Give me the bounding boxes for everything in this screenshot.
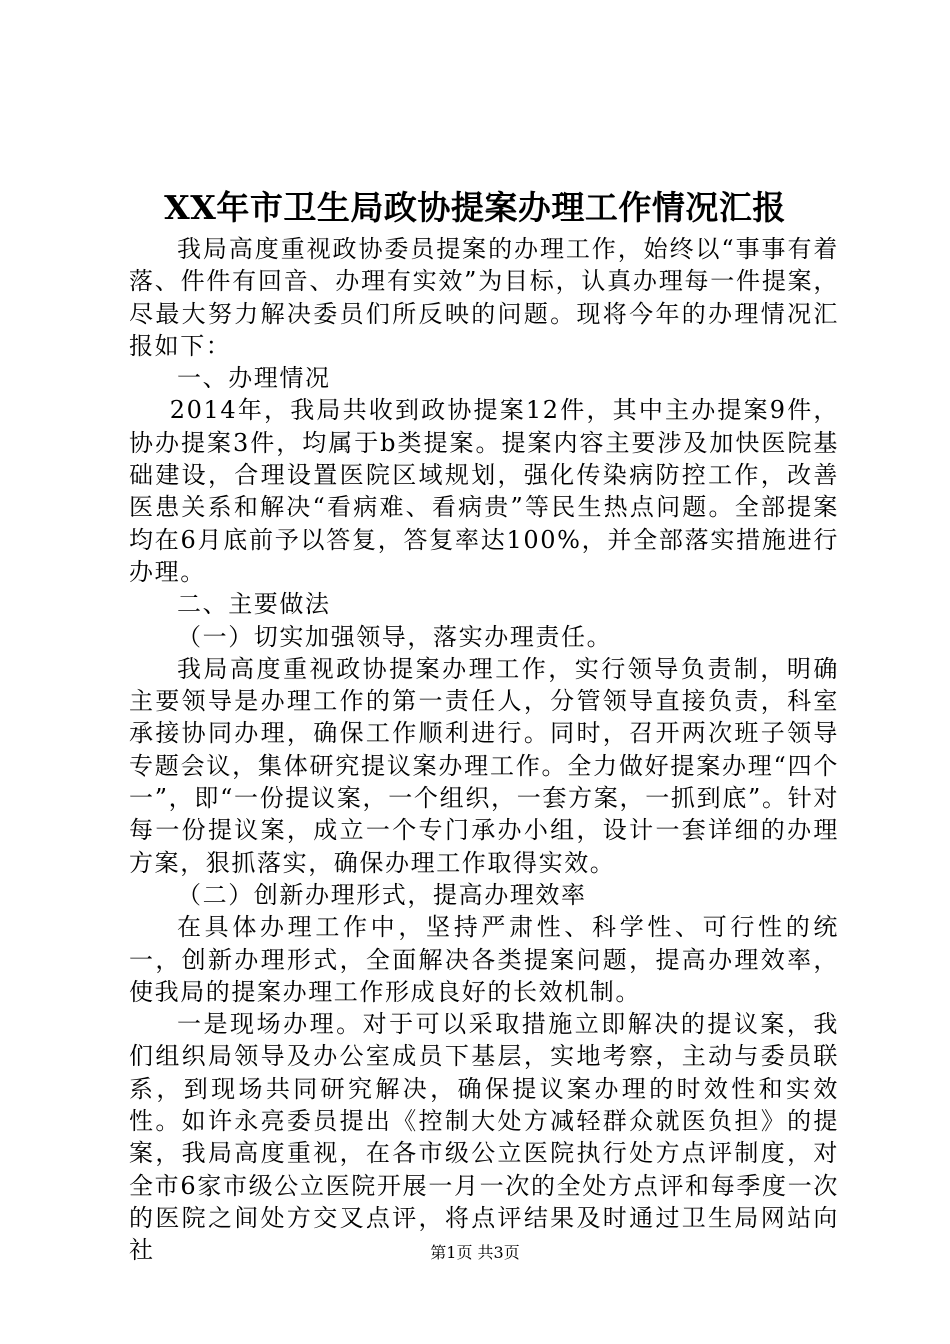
onsite-paragraph: 一是现场办理。对于可以采取措施立即解决的提议案，我们组织局领导及办公室成员下基层，实地考察，主动与委员联系，到现场共同研究解决，确保提议案办理的时效性和实效性。如许永亮委员提出《控制大处方减轻群众就医负担》的提案，我局高度重视，在各市级公立医院执行处方点评制度，对全市6家市级公立医院开展一月一次的全处方点评和每季度一次的医院之间处方交叉点评，将点评结果及时通过卫生局网站向社 [129,1010,839,1265]
intro-paragraph: 我局高度重视政协委员提案的办理工作，始终以“事事有着落、件件有回音、办理有实效”为目标，认真办理每一件提案，尽最大努力解决委员们所反映的问题。现将今年的办理情况汇报如下： [129,235,839,360]
leadership-paragraph: 我局高度重视政协提案办理工作，实行领导负责制，明确主要领导是办理工作的第一责任人，分管领导直接负责，科室承接协同办理，确保工作顺利进行。同时，召开两次班子领导专题会议，集体研究提议案办理工作。全力做好提案办理“四个一”，即“一份提议案，一个组织，一套方案，一抓到底”。针对每一份提议案，成立一个专门承办小组，设计一套详细的办理方案，狠抓落实，确保办理工作取得实效。 [129,654,839,877]
subheading-leadership: （一）切实加强领导，落实办理责任。 [177,622,613,651]
subheading-innovation: （二）创新办理形式，提高办理效率 [177,880,587,909]
page-number-footer: 第1页 共3页 [430,1243,520,1262]
section-heading-status: 一、办理情况 [177,364,331,393]
status-paragraph: 2014年，我局共收到政协提案12件，其中主办提案9件，协办提案3件，均属于b类提案。提案内容主要涉及加快医院基础建设，合理设置医院区域规划，强化传染病防控工作，改善医患关系和解决“看病难、看病贵”等民生热点问题。全部提案均在6月底前予以答复，答复率达100%，并全部落实措施进行办理。 [129,396,839,586]
innovation-paragraph: 在具体办理工作中，坚持严肃性、科学性、可行性的统一，创新办理形式，全面解决各类提案问题，提高办理效率，使我局的提案办理工作形成良好的长效机制。 [129,913,839,1006]
section-heading-methods: 二、主要做法 [177,590,331,619]
document-title: XX年市卫生局政协提案办理工作情况汇报 [164,188,786,227]
document-body [129,233,839,1267]
